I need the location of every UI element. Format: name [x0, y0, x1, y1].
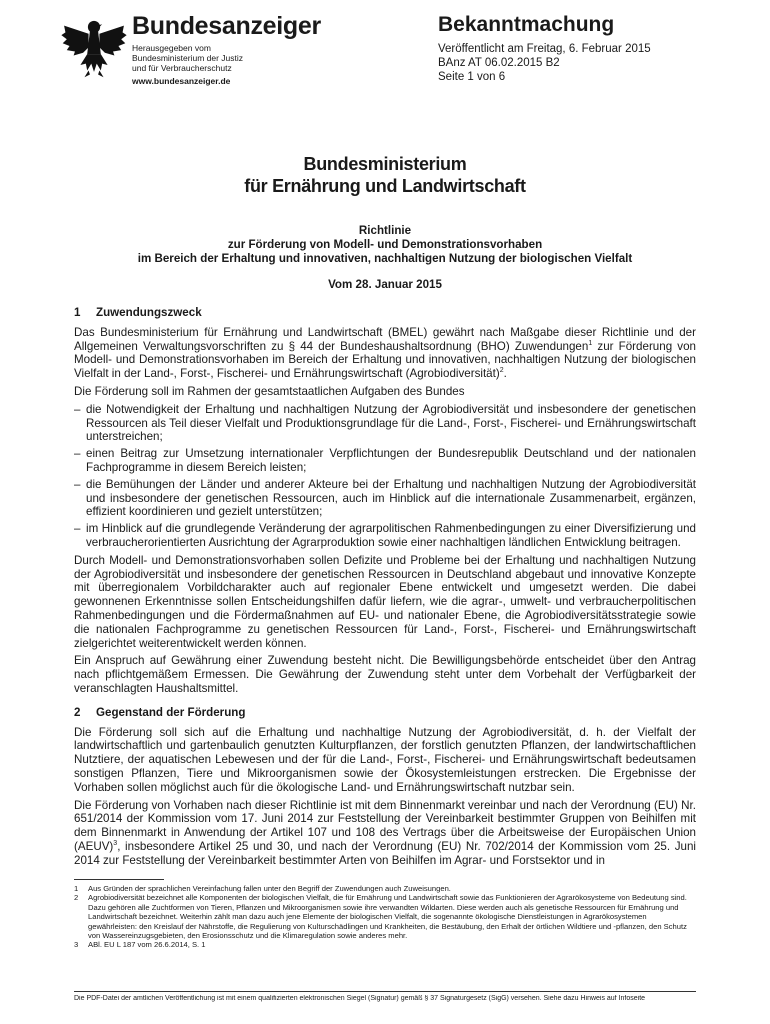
- footnote-ref: 1: [588, 339, 593, 347]
- list-item-text: einen Beitrag zur Umsetzung internationaler Verpflichtungen der Bundesrepublik Deutschland und der nationalen Fachprogramme in diesem Bereich leisten;: [86, 447, 696, 474]
- footnote-number: 2: [74, 893, 79, 903]
- document-date: Vom 28. Januar 2015: [328, 278, 442, 291]
- text-run: Die Förderung von Vorhaben nach dieser Richtlinie ist mit dem Binnenmarkt vereinbar und nach der Verordnung (EU) Nr. 651/2014 der Kommission vom 17. Juni 2014 zur Feststellung der Vereinbarkeit bestimmter Gruppen von Beihilfen mit dem Binnenmarkt in Anwendung der Artikel 107 und 108 des Vertrags über die Arbeitsweise der Europäischen Union (AEUV): [74, 798, 696, 853]
- ministry-title: [0, 153, 770, 197]
- title-line: im Bereich der Erhaltung und innovativen, nachhaltigen Nutzung der biologischen Vielfalt: [137, 252, 633, 265]
- ministry-line: Bundesministerium: [303, 154, 467, 174]
- text-run: Das Bundesministerium für Ernährung und Landwirtschaft (BMEL) gewährt nach Maßgabe dieser Richtlinie und der Allgemeinen Verwaltungsvorschriften zu § 44 der Bundeshaushaltsordnung (BHO) Zuwendungen: [74, 325, 696, 353]
- guideline-title: [0, 224, 770, 266]
- paragraph: Die Förderung soll sich auf die Erhaltung und nachhaltige Nutzung der Agrobiodiversität, d. h. der Vielfalt der landwirtschaftlich und gartenbaulich genutzten Kulturpflanzen, der forstlich genutzten Pflanzen, der landwirtschaftlichen Nutztiere, der aquatischen Lebewesen und der für die Land-, Forst-, Fischerei- und Ernährungswirtschaft bedeutsamen sonstigen Pflanzen, Tiere und Mikroorganismen sowie der Ökosystemleistungen erstrecken. Die Ergebnisse der Vorhaben sollen möglichst auch für die ökologische Land- und Ernährungswirtschaft nutzbar sein.: [74, 725, 696, 794]
- footnote-ref: 3: [113, 840, 118, 848]
- reference-number: BAnz AT 06.02.2015 B2: [438, 57, 560, 69]
- section-heading: [74, 706, 696, 720]
- footnote-divider: [74, 879, 164, 880]
- text-run: zur Förderung von Modell- und Demonstrationsvorhaben im Bereich der Erhaltung und innovativen, nachhaltigen Nutzung der biologischen Vielfalt in der Land-, Forst-, Fischerei- und Ernährungswirtschaft (Agrobiodiversität): [74, 339, 696, 381]
- footnote: [74, 893, 696, 940]
- section-title: Gegenstand der Förderung: [96, 705, 246, 719]
- list-item-text: im Hinblick auf die grundlegende Veränderung der agrarpolitischen Rahmenbedingungen zu einer Diversifizierung und verbraucherorientierten Ausrichtung der Agrarproduktion sowie einer nachhaltigen ländlichen Entwicklung beitragen.: [86, 522, 696, 549]
- footnote-text: ABl. EU L 187 vom 26.6.2014, S. 1: [88, 940, 206, 950]
- publisher-line: Bundesministerium der Justiz: [132, 53, 244, 63]
- list-item: – im Hinblick auf die grundlegende Veränderung der agrarpolitischen Rahmenbedingungen zu einer Diversifizierung und verbraucherorientierten Ausrichtung der Agrarproduktion sowie einer nachhaltigen ländlichen Entwicklung beitragen.: [74, 522, 696, 549]
- publisher-brand: [132, 12, 321, 86]
- section-number: 1: [74, 306, 81, 319]
- title-line: Richtlinie: [358, 224, 412, 237]
- list-item: – einen Beitrag zur Umsetzung internationaler Verpflichtungen der Bundesrepublik Deutschland und der nationalen Fachprogramme in diesem Bereich leisten;: [74, 447, 696, 474]
- footnote: [74, 884, 696, 893]
- footnote-ref: 2: [499, 367, 504, 375]
- footnote-text: Agrobiodiversität bezeichnet alle Komponenten der biologischen Vielfalt, die für Ernährung und Landwirtschaft sowie das Funktionieren der Agrarökosysteme von Bedeutung sind. Dazu gehören alle Zuchtformen von Tieren, Pflanzen und Mikroorganismen sowie ihre verwandten Wildarten. Diese werden auch als genetische Ressourcen für Ernährung und Landwirtschaft bezeichnet. Weiterhin zählt man dazu auch jene Elemente der biologischen Vielfalt, die sogenannte ökologische Dienstleistungen in Agrarökosystemen gewährleisten: den Kreislauf der Nährstoffe, die Regulierung von Kulturschädlingen und Krankheiten, die Bestäubung, den Erhalt der örtlichen Wildtiere und -pflanzen, den Schutz von Wassereinzugsgebieten, den Erosionsschutz und die Klimaregulation sowie anderes mehr.: [88, 893, 687, 941]
- section-heading: [74, 306, 696, 320]
- publication-date: Veröffentlicht am Freitag, 6. Februar 2015: [438, 43, 651, 55]
- paragraph: [74, 799, 696, 868]
- list-item: – die Notwendigkeit der Erhaltung und nachhaltigen Nutzung der Agrobiodiversität und insbesondere der genetischen Ressourcen als Teil dieser Vielfalt und Produktionsgrundlage für die Land-, Forst-, Fischerei- und Ernährungswirtschaft unterstreichen;: [74, 402, 696, 444]
- bullet-list: [74, 403, 696, 550]
- section-number: 2: [74, 705, 81, 719]
- signature-disclaimer: Die PDF-Datei der amtlichen Veröffentlichung ist mit einem qualifizierten elektronischen Siegel (Signatur) gemäß § 37 Signaturgesetz (SigG) versehen. Siehe dazu Hinweis auf Infoseite: [74, 995, 646, 1002]
- footnote-text: Aus Gründen der sprachlichen Vereinfachung fallen unter den Begriff der Zuwendungen auch Zuweisungen.: [88, 884, 451, 893]
- publisher-line: und für Verbraucherschutz: [132, 63, 232, 73]
- list-item-text: die Bemühungen der Länder und anderer Akteure bei der Erhaltung und nachhaltigen Nutzung der Agrobiodiversität und insbesondere der genetischen Ressourcen, auch im Hinblick auf die internationale Zusammenarbeit, ergänzen, effizient koordinieren und gezielt unterstützen;: [86, 477, 696, 519]
- list-item: – die Bemühungen der Länder und anderer Akteure bei der Erhaltung und nachhaltigen Nutzung der Agrobiodiversität und insbesondere der genetischen Ressourcen, auch im Hinblick auf die internationale Zusammenarbeit, ergänzen, effizient koordinieren und gezielt unterstützen;: [74, 477, 696, 519]
- paragraph: Ein Anspruch auf Gewährung einer Zuwendung besteht nicht. Die Bewilligungsbehörde entscheidet über den Antrag nach pflichtgemäßem Ermessen. Die Gewährung der Zuwendung steht unter dem Vorbehalt der Verfügbarkeit der veranschlagten Haushaltsmittel.: [74, 654, 696, 695]
- document-body: [74, 306, 696, 871]
- publisher-info: [132, 43, 321, 73]
- publication-meta: [438, 12, 651, 84]
- footnote: [74, 940, 696, 949]
- page-number: Seite 1 von 6: [438, 71, 506, 83]
- website-url: www.bundesanzeiger.de: [132, 76, 231, 86]
- paragraph: Die Förderung soll im Rahmen der gesamtstaatlichen Aufgaben des Bundes: [74, 384, 465, 398]
- section-title: Zuwendungszweck: [96, 306, 202, 319]
- footnote-number: 1: [74, 884, 79, 893]
- document-kind: Bekanntmachung: [438, 13, 615, 36]
- publisher-line: Herausgegeben vom: [132, 43, 211, 53]
- federal-eagle-icon: [60, 12, 128, 80]
- list-item-text: die Notwendigkeit der Erhaltung und nachhaltigen Nutzung der Agrobiodiversität und insbesondere der genetischen Ressourcen als Teil dieser Vielfalt und Produktionsgrundlage für die Land-, Forst-, Fischerei- und Ernährungswirtschaft unterstreichen;: [86, 402, 696, 444]
- footnotes: [74, 884, 696, 950]
- paragraph: Durch Modell- und Demonstrationsvorhaben sollen Defizite und Probleme bei der Erhaltung und nachhaltigen Nutzung der Agrobiodiversität und insbesondere der genetischen Ressourcen in Deutschland abgebaut und innovative Konzepte mit überregionalem Vorbildcharakter auch auf regionaler Ebene entwickelt und umgesetzt werden. Die dabei gewonnenen Erkenntnisse sollen Entscheidungshilfen dafür liefern, wie die agrar-, umwelt- und verbraucherpolitischen Rahmenbedingungen und die Fördermaßnahmen auf EU- und nationaler Ebene, die Agrobiodiversitätsstrategie sowie die nationalen Fachprogramme zu genetischen Ressourcen für Land-, Forst-, Fischerei- und Ernährungswirtschaft zielgerichtet weiterentwickelt werden können.: [74, 553, 696, 650]
- text-run: .: [503, 367, 507, 381]
- ministry-line: für Ernährung und Landwirtschaft: [244, 176, 526, 196]
- brand-name: Bundesanzeiger: [132, 12, 321, 40]
- footnote-number: 3: [74, 940, 79, 950]
- footer-divider: [74, 991, 696, 992]
- text-run: , insbesondere Artikel 25 und 30, und nach der Verordnung (EU) Nr. 702/2014 der Kommission vom 25. Juni 2014 zur Feststellung der Vereinbarkeit bestimmter Arten von Beihilfen im Agrar- und Forstsektor und in: [74, 839, 696, 867]
- paragraph: [74, 326, 696, 381]
- title-line: zur Förderung von Modell- und Demonstrationsvorhaben: [227, 238, 543, 251]
